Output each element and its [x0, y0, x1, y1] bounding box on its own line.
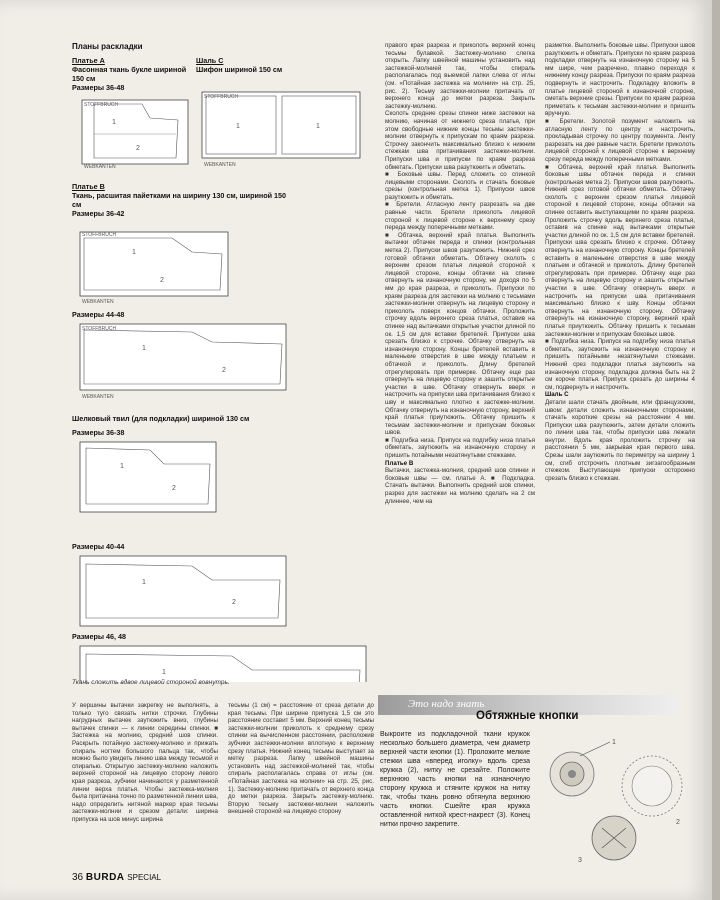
scarf-c-subtitle: Шаль С	[545, 391, 569, 399]
svg-text:1: 1	[316, 123, 320, 130]
col3-paragraph: Детали шали стачать двойным, или французским, швом: детали сложить изнаночными сторонами, стачать короткие срезы на расстоянии 4 мм. Припуски шва разутюжить, затем детали сложить по линии шва так, чтобы припуски шва лежали внутри. Вдоль края проложить строчку на расстоянии 5 мм, закрывая края первого шва. Срезы шали заутюжить по периметру на ширину 1 см, сгиб отстрочить плотным зигзагообразным стежком. Выступающие припуски осторожно срезать близко к стежкам.	[545, 398, 695, 482]
col3-paragraph: ■ Обтачка, верхний край платья. Выполнить боковые швы обтачек переда и спинки (контрольная метка 2). Припуски швов разутюжить. Нижний срез готовой обтачки обметать. Обтачку сколоть с верхним срезом платья лицевой стороной к лицевой стороне, концы обтачки на спинке оставить выступающими по краям разреза. Проложить строчку вдоль верхнего среза платья, оставив на спинке над вытачками открытые участки длиной по ок. 1,5 см для вставки бретелей. Припуски шва срезать близко к строчке. Обтачку отвернуть на изнаночную сторону. Концы бретелей вставить в маленькие отверстия в шве между платьем и обтачкой и приколоть. Длину бретелей отрегулировать при примерке. Обтачку еще раз отвернуть на лицевую сторону и зашить открытые участки в шве. Обтачку отвернуть вверх и настрочить на припуски шва притачивания максимально близко к шву. Концы обтачки отвернуть на изнаночную сторону. Обтачку отвернуть на изнаночную сторону, верхний край платья приутюжить. Обтачку пришить к тесьмам застежки-молнии и припускам боковых швов.	[545, 163, 695, 338]
plate-a-fabric: Фасонная ткань букле шириной 150 см	[72, 65, 187, 83]
svg-text:2: 2	[136, 145, 140, 152]
plate-a-sizes: Размеры 36-48	[72, 83, 125, 92]
page-spine	[712, 0, 720, 900]
fold-label: STOFFBRUCH	[82, 326, 117, 332]
col2-paragraph: правого края разреза и приколоть верхний конец тесьмы булавкой. Застежку-молнию слегка открыть. Лапку швейной машины установить над застежкой-молнией так, чтобы спираль располагалась под выемкой лапки слева от иглы (см. «Потайная застежка на молнии» на стр. 25, рис. 2). Тесьму застежки-молнии притачать от верхнего конца до метки разреза. Закрыть застежку-молнию.	[385, 42, 535, 110]
layout-plate-b-2	[72, 320, 292, 400]
col2-paragraph: ■ Подгибка низа. Припуск на подгибку низа платья обметать, заутюжить на изнаночную сторону и пришить потайными незатянутыми стежками.	[385, 436, 535, 460]
tip-paragraph: Выкроите из подкладочной ткани кружок несколько большего диаметра, чем диаметр верхней части кнопки (1). Проложите мелкие стежки шва «вперед иголку» вдоль среза кружка (2), нитку не срезайте. Положите верхнюю часть кнопки на изнаночную сторону кружка и стяните кружок на нитку так, чтобы ткань ровно обтянула верхнюю часть кнопки. Сшейте края кружка оставленной ниткой крест-накрест (3). Конец нитки прочно закрепите.	[380, 731, 530, 828]
page-number: 36	[72, 872, 84, 883]
instructions-col-3	[545, 42, 695, 687]
plate-b-title: Платье В	[72, 182, 105, 191]
brand-name: BURDA	[85, 872, 125, 883]
col3-paragraph: ■ Бретели. Золотой позумент наложить на атласную ленту по центру и настрочить, прокладывая строчку по центру позумента. Ленту разрезать на две равные части. Бретели приколоть лицевой стороной к лицевой стороне к верхнему срезу переда между поперечными метками.	[545, 117, 695, 163]
svg-text:1: 1	[142, 345, 146, 352]
layout-plate-b-1	[72, 228, 232, 304]
page-footer	[72, 872, 161, 883]
tip-banner-text: Это надо знать	[408, 698, 485, 710]
layout-lining-1	[72, 438, 222, 518]
lining-sizes-1: Размеры 36-38	[72, 428, 125, 437]
layouts-caption: Ткань сложить вдвое лицевой стороной вовнутрь.	[72, 679, 230, 686]
col3-paragraph: ■ Подгибка низа. Припуск на подгибку низа платья обметать, заутюжить на изнаночную сторону и пришить потайными незатянутыми стежками. Нижний срез подкладки платья заутюжить на изнаночную сторону, подкладка должна быть на 2 см короче платья. Припуск срезать до ширины 4 см, подвернуть и настрочить.	[545, 338, 695, 391]
svg-text:1: 1	[120, 463, 124, 470]
fold-label: STOFFBRUCH	[82, 232, 117, 238]
col2-paragraph: Сколоть средние срезы спинки ниже застежки на молнию, начиная от нижнего среза платья, при этом свободные нижние концы тесьмы застежки-молнии отвернуть к припускам по краям разреза. Строчку закончить максимально близко к нижним стежкам шва притачивания застежки-молнии. Припуски шва и припуски по краям разреза обметать. Припуски шва разутюжить и обметать.	[385, 110, 535, 171]
col3-paragraph: разметке. Выполнить боковые швы. Припуски швов разутюжить и обметать. Припуски по краям разреза подкладки отвернуть на изнаночную сторону на 5 мм шире, чем разречено, плавно переходя к нижнему концу разреза. Припуски по краям разреза подвернуть и настрочить. Подкладку вложить в платье лицевой стороной к изнаночной стороне, сметать верхние срезы. Припуски по краям разреза приметать к тесьмам застежки-молнии и пришить вручную.	[545, 42, 695, 118]
bottom-col2-text: тесьмы (1 см) = расстояние от среза детали до края тесьмы. При ширине припуска 1,5 см это расстояние составит 5 мм. Верхний конец тесьмы застежки-молнии приколоть к среднему срезу спинки на вычисленном расстоянии, расположив зубчики застежки-молнии вплотную к верхнему срезу платья. Нижний конец тесьмы выступает за метку разреза. Лапку швейной машины установить над застежкой-молнией так, чтобы спираль располагалась справа от иглы (см. «Потайная застежка на молнии» на стр. 25, рис. 1). Застежку-молнию притачать от верхнего конца до метки разреза. Закрыть застежку-молнию. Вторую тесьму застежки-молнии наложить внешней стороной на лицевую сторону	[228, 702, 374, 816]
fig-label-2: 2	[676, 819, 680, 826]
lining-sizes-3: Размеры 46, 48	[72, 632, 127, 641]
svg-text:2: 2	[160, 277, 164, 284]
plate-b-subtitle: Платье В	[385, 459, 414, 467]
plate-b-fabric: Ткань, расшитая пайетками на ширину 130 см, шириной 150 см	[72, 191, 287, 209]
layout-plate-a	[72, 98, 192, 168]
lining-sizes-2: Размеры 40-44	[72, 542, 125, 551]
selvage-label: WEBKANTEN	[82, 299, 114, 304]
plate-a-title: Платье А	[72, 56, 105, 65]
plate-b-sizes-1: Размеры 36-42	[72, 209, 125, 218]
fig-label-3: 3	[578, 857, 582, 864]
tip-title: Обтяжные кнопки	[476, 710, 579, 722]
fig-label-1: 1	[612, 739, 616, 746]
svg-text:1: 1	[142, 579, 146, 586]
svg-text:1: 1	[162, 669, 166, 676]
col2-paragraph: ■ Бретели. Атласную ленту разрезать на две равные части. Бретели приколоть лицевой стороной к лицевой стороне к верхнему срезу переда между поперечными метками.	[385, 201, 535, 232]
col2-paragraph: ■ Обтачка, верхний край платья. Выполнить вытачки обтачек переда и спинки (контрольная метка 2). Припуски швов разутюжить. Нижний срез готовой обтачки обметать. Обтачку сколоть с верхним срезом платья лицевой стороной к лицевой стороне, концы обтачки на спинке отвернуть на изнаночную сторону, не доходя по 5 мм до края разреза, и приколоть. Припуски по краям разреза для застежки на молнию с тесьмами застежки-молнии отвернуть на лицевую сторону и приколоть поверх концов обтачки. Проложить строчку вдоль верхнего среза платья, оставив на спинке над вытачками открытые участки длиной по ок. 1,5 см для вставки бретелей. Припуски шва срезать близко к строчке. Обтачку отвернуть на изнаночную сторону. Концы бретелей вставить в маленькие отверстия в шве между платьем и обтачкой и приколоть. Длину бретелей отрегулировать при примерке. Обтачку еще раз отвернуть на лицевую сторону и зашить открытые участки в шве. Обтачку отвернуть вверх и настрочить на припуски шва притачивания близко к шву и максимально плотно к застежке-молнии. Обтачку отвернуть на изнаночную сторону, верхний край платья приутюжить. Обтачку пришить к тесьмам застежки-молнии и припускам боковых швов.	[385, 231, 535, 437]
selvage-label: WEBKANTEN	[84, 164, 116, 168]
fold-label: STOFFBRUCH	[84, 102, 119, 108]
scarf-c-title: Шаль С	[196, 56, 224, 65]
layout-lining-3: 1 2	[72, 642, 372, 682]
covered-button-illustration	[540, 730, 690, 870]
fold-label: STOFFBRUCH	[204, 94, 239, 100]
selvage-label: WEBKANTEN	[82, 394, 114, 400]
svg-text:1: 1	[132, 249, 136, 256]
layouts-title: Планы раскладки	[72, 42, 143, 51]
svg-text:2: 2	[222, 367, 226, 374]
plate-b-sizes-2: Размеры 44-48	[72, 310, 125, 319]
instructions-bottom-col-2	[228, 702, 374, 867]
bottom-col1-text: У вершины вытачки закрепку не выполнять, а только туго связать нитки строчки. Глубины нагрудных вытачек заутюжить вниз, глубины вытачек спинки — к линии середины спинки. ■ Застежка на молнию, средний шов спинки. Раскрыть потайную застежку-молнию и прижать спираль ногтем большого пальца так, чтобы можно было увидеть линию шва между тесьмой и спиралью. Открытую застежку-молнию наложить верхней стороной на лицевую сторону левого края разреза, зубчики начинаются у разметенной линии верха платья. Чтобы застежка-молния была притачана точно по разметенной линии шва, надо определить нитяной маркер края тесьмы застежки-молнии и срезом детали: ширина припуска на шов минус ширина	[72, 702, 218, 823]
edition-name: SPECIAL	[127, 873, 162, 882]
selvage-label: WEBKANTEN	[204, 162, 236, 168]
tip-text	[380, 730, 530, 870]
col2-paragraph: ■ Боковые швы. Перед сложить со спинкой лицевыми сторонами. Сколоть и стачать боковые срезы (контрольная метка 1). Припуски швов разутюжить и обметать.	[385, 171, 535, 201]
instructions-bottom-col-1	[72, 702, 218, 867]
lining-fabric: Шелковый твил (для подкладки) шириной 130 см	[72, 414, 250, 423]
svg-text:2: 2	[232, 599, 236, 606]
svg-text:1: 1	[112, 119, 116, 126]
col2-paragraph: Вытачки, застежка-молния, средний шов спинки и боковые швы — см. платье А. ■ Подкладка. Стачать вытачки. Выполнить средний шов спинки, разрез для застежки на молнию сделать на 2 см длиннее, чем на	[385, 467, 535, 505]
svg-text:1: 1	[236, 123, 240, 130]
layout-lining-2	[72, 552, 292, 632]
instructions-col-2	[385, 42, 535, 687]
svg-text:2: 2	[172, 485, 176, 492]
scarf-c-fabric: Шифон шириной 150 см	[196, 65, 283, 74]
layout-scarf-c	[196, 88, 366, 168]
